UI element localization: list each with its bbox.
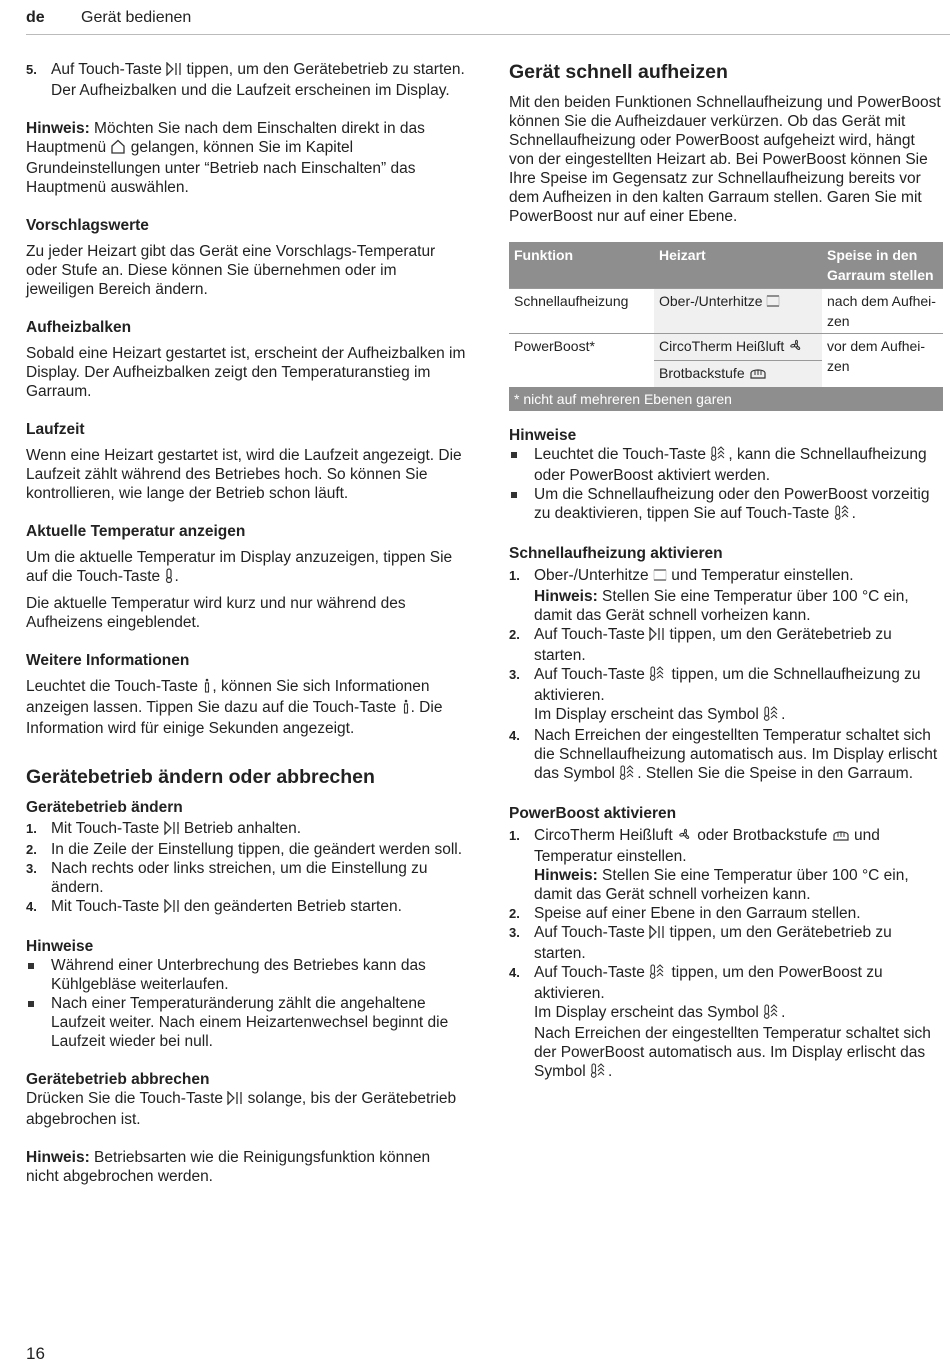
rapid-heat-icon	[649, 666, 667, 686]
thermometer-icon	[164, 568, 174, 588]
home-icon	[110, 139, 126, 159]
list-item: 2. In die Zeile der Einstellung tippen, die geändert werden soll.	[26, 841, 463, 858]
list-item: 4. Auf Touch-Taste tippen, um den PowerBoost zu aktivieren. Im Display erscheint das Symbol . Nach Erreichen der eingestellten Temperatur schaltet sich der PowerBoost automatisch aus. Im Display erlischt das Symbol .	[509, 963, 942, 1083]
list-item: 2. Speise auf einer Ebene in den Garraum stellen.	[509, 905, 861, 922]
bread-baking-icon	[749, 365, 767, 385]
list-item: 4. Nach Erreichen der eingestellten Temperatur schaltet sich die Schnellaufheizung automatisch aus. Im Display erlischt das Symbol . Stellen Sie die Speise in den Garraum.	[509, 726, 942, 785]
start-stop-icon	[164, 821, 180, 840]
hinweis-paragraph: Hinweis: Möchten Sie nach dem Einschalten direkt in das Hauptmenü gelangen, können Sie im Kapitel Grundeinstellungen unter “Betrieb nach Einschalten” das Hauptmenü auswählen.	[26, 120, 425, 196]
section-title: Gerät bedienen	[81, 9, 192, 26]
fan-icon	[677, 827, 693, 847]
list-item: 3. Auf Touch-Taste tippen, um den Gerätebetrieb zu starten.	[509, 924, 892, 962]
info-icon	[202, 678, 212, 698]
paragraph: Wenn eine Heizart gestartet ist, wird die Laufzeit angezeigt. Die Laufzeit zählt während des Betriebes hoch. So können Sie kontrollieren, wie lange der Betrieb schon läuft.	[26, 447, 462, 502]
list-item: Leuchtet die Touch-Taste , kann die Schnellaufheizung oder PowerBoost aktiviert werden.	[509, 445, 942, 485]
heading-schnell-aufheizen: Gerät schnell aufheizen	[509, 61, 728, 83]
list-item: Während einer Unterbrechung des Betriebes kann das Kühlgebläse weiterlaufen.	[26, 956, 466, 994]
list-item: Um die Schnellaufheizung oder den PowerBoost vorzeitig zu deaktivieren, tippen Sie auf Touch-Taste .	[509, 485, 942, 525]
list-item: 1. Ober-/Unterhitze und Temperatur einstellen. Hinweis: Stellen Sie eine Temperatur über 100 °C ein, damit das Gerät schnell vorheizen kann.	[509, 567, 909, 624]
heading-vorschlagswerte: Vorschlagswerte	[26, 217, 149, 234]
list-item: Nach einer Temperaturänderung zählt die angehaltene Laufzeit weiter. Nach einem Heizartenwechsel beginnt die Laufzeit wieder bei null.	[26, 994, 466, 1051]
table-cell: vor dem Aufhei-zen	[822, 334, 943, 388]
table-footnote: * nicht auf mehreren Ebenen garen	[509, 387, 943, 411]
list-item: 3. Nach rechts oder links streichen, um die Einstellung zu ändern.	[26, 860, 428, 896]
heading-hinweise: Hinweise	[509, 427, 577, 444]
steps-list	[509, 566, 942, 785]
bread-baking-icon	[832, 828, 850, 847]
heading-abbrechen: Gerätebetrieb abbrechen	[26, 1071, 210, 1088]
paragraph: Die aktuelle Temperatur wird kurz und nur während des Aufheizens eingeblendet.	[26, 595, 406, 631]
hinweis-paragraph: Hinweis: Betriebsarten wie die Reinigungsfunktion können nicht abgebrochen werden.	[26, 1149, 431, 1185]
list-item: 1. Mit Touch-Taste Betrieb anhalten.	[26, 819, 466, 840]
table-cell: nach dem Aufhei-zen	[822, 289, 943, 334]
heading-aufheizbalken: Aufheizbalken	[26, 319, 132, 336]
table-row	[509, 334, 943, 388]
heading-temperatur: Aktuelle Temperatur anzeigen	[26, 523, 246, 540]
top-bottom-heat-icon	[766, 293, 780, 313]
heading-informationen: Weitere Informationen	[26, 652, 190, 669]
start-stop-icon	[649, 627, 665, 646]
start-stop-icon	[227, 1091, 243, 1110]
column-header: Heizart	[654, 242, 822, 289]
paragraph: Mit den beiden Funktionen Schnellaufheizung und PowerBoost können Sie die Aufheizdauer verkürzen. Ob das Gerät mit Schnellaufheizung oder PowerBoost aufgeheizt wird, hängt von der eingestellten Heizart ab. Bei PowerBoost können Sie Ihre Speise im Gegensatz zur Schnellaufheizung bereits vor dem Aufheizen in den kalten Garraum stellen. Garen Sie mit PowerBoost nur auf einer Ebene.	[509, 94, 941, 225]
column-header: Speise in den Garraum stellen	[822, 242, 943, 289]
language-code: de	[26, 9, 45, 26]
table-cell: Ober-/Unterhitze	[654, 289, 822, 334]
bullet-list	[26, 956, 466, 1051]
table-cell: Schnellaufheizung	[509, 289, 654, 334]
table-row	[509, 289, 943, 334]
table-cell: CircoTherm Heißluft Brotbackstufe	[654, 334, 822, 388]
heizart-table	[509, 242, 943, 411]
list-item: 3. Auf Touch-Taste tippen, um die Schnellaufheizung zu aktivieren. Im Display erscheint das Symbol .	[509, 665, 942, 726]
heading-laufzeit: Laufzeit	[26, 421, 85, 438]
start-stop-icon	[164, 899, 180, 918]
rapid-heat-icon	[619, 765, 637, 785]
page-header	[26, 6, 950, 35]
column-header: Funktion	[509, 242, 654, 289]
rapid-heat-icon	[834, 505, 852, 525]
heading-hinweise: Hinweise	[26, 938, 94, 955]
list-item: 1. CircoTherm Heißluft oder Brotbackstufe und Temperatur einstellen. Hinweis: Stellen Sie eine Temperatur über 100 °C ein, damit das Gerät schnell vorheizen kann.	[509, 827, 909, 903]
right-column	[509, 60, 942, 1083]
paragraph: Zu jeder Heizart gibt das Gerät eine Vorschlags-Temperatur oder Stufe an. Diese können Sie übernehmen oder im jeweiligen Bereich ändern.	[26, 243, 436, 298]
heading-betrieb-aendern-sub: Gerätebetrieb ändern	[26, 799, 183, 816]
steps-list	[26, 819, 466, 918]
paragraph: Drücken Sie die Touch-Taste solange, bis der Gerätebetrieb abgebrochen ist.	[26, 1090, 457, 1128]
table-footnote-row	[509, 387, 943, 411]
top-bottom-heat-icon	[653, 568, 667, 587]
list-item: 4. Mit Touch-Taste den geänderten Betrieb starten.	[26, 897, 466, 918]
paragraph: Um die aktuelle Temperatur im Display anzuzeigen, tippen Sie auf die Touch-Taste .	[26, 548, 466, 588]
bullet-list	[509, 445, 942, 525]
rapid-heat-icon	[649, 964, 667, 984]
info-icon	[401, 699, 411, 719]
fan-icon	[788, 338, 804, 358]
rapid-heat-icon	[710, 446, 728, 466]
heading-powerboost: PowerBoost aktivieren	[509, 805, 677, 822]
left-column	[26, 60, 466, 1186]
paragraph: Leuchtet die Touch-Taste , können Sie sich Informationen anzeigen lassen. Tippen Sie dazu auf die Touch-Taste . Die Information wird für einige Sekunden angezeigt.	[26, 678, 443, 737]
rapid-heat-icon	[763, 1004, 781, 1024]
list-item: 5. Auf Touch-Taste tippen, um den Gerätebetrieb zu starten. Der Aufheizbalken und die Laufzeit erscheinen im Display.	[26, 61, 465, 99]
rapid-heat-icon	[763, 706, 781, 726]
start-stop-icon	[649, 925, 665, 944]
paragraph: Sobald eine Heizart gestartet ist, erscheint der Aufheizbalken im Display. Der Aufheizbalken zeigt den Temperaturanstieg im Garraum.	[26, 345, 466, 400]
steps-list	[509, 826, 942, 1083]
page-number: 16	[26, 1344, 45, 1363]
start-stop-icon	[166, 62, 182, 81]
rapid-heat-icon	[590, 1063, 608, 1083]
table-header-row	[509, 242, 943, 289]
table-cell: PowerBoost*	[509, 334, 654, 388]
heading-betrieb-aendern: Gerätebetrieb ändern oder abbrechen	[26, 766, 375, 788]
heading-schnellaufheizung: Schnellaufheizung aktivieren	[509, 545, 723, 562]
list-item: 2. Auf Touch-Taste tippen, um den Gerätebetrieb zu starten.	[509, 626, 892, 664]
